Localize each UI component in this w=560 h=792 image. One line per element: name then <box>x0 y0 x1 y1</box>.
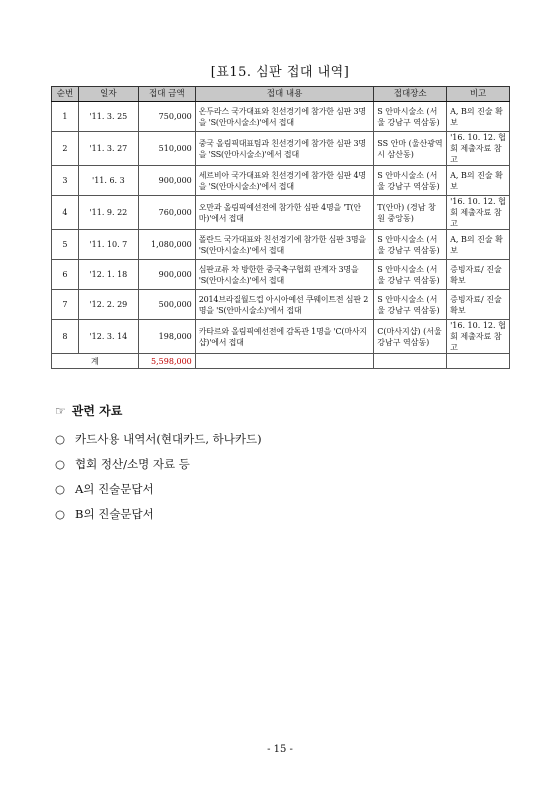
cell-place: SS 안마 (울산광역시 삼산동) <box>374 132 447 166</box>
cell-note: A, B의 진술 확보 <box>447 230 510 260</box>
list-item-text: B의 진술문답서 <box>75 507 154 521</box>
cell-no: 6 <box>52 260 79 290</box>
cell-date: '12. 1. 18 <box>78 260 138 290</box>
cell-amount: 198,000 <box>138 320 195 354</box>
cell-amount: 760,000 <box>138 196 195 230</box>
cell-content: 오만과 올림픽예선전에 참가한 심판 4명을 'T(안마)'에서 접대 <box>195 196 374 230</box>
cell-place: T(안마) (경남 창원 중앙동) <box>374 196 447 230</box>
cell-no: 1 <box>52 102 79 132</box>
table-header-row <box>52 87 510 102</box>
cell-place: S 안마시술소 (서울 강남구 역삼동) <box>374 230 447 260</box>
cell-date: '11. 3. 27 <box>78 132 138 166</box>
reference-list <box>55 430 262 530</box>
cell-place: S 안마시술소 (서울 강남구 역삼동) <box>374 260 447 290</box>
page-number: - 15 - <box>267 744 293 755</box>
header-place: 접대장소 <box>374 87 447 102</box>
cell-note: '16. 10. 12. 협회 제출자료 참고 <box>447 132 510 166</box>
circle-bullet-icon: ○ <box>55 507 66 521</box>
list-item <box>55 480 262 505</box>
header-content: 접대 내용 <box>195 87 374 102</box>
cell-date: '11. 10. 7 <box>78 230 138 260</box>
cell-amount: 900,000 <box>138 166 195 196</box>
cell-note: A, B의 진술 확보 <box>447 102 510 132</box>
cell-amount: 500,000 <box>138 290 195 320</box>
cell-place: S 안마시술소 (서울 강남구 역삼동) <box>374 102 447 132</box>
header-date: 일자 <box>78 87 138 102</box>
cell-content: 세르비아 국가대표와 친선경기에 참가한 심판 4명을 'S(안마시술소)'에서 접대 <box>195 166 374 196</box>
cell-note: 증빙자료/ 진술 확보 <box>447 260 510 290</box>
cell-no: 5 <box>52 230 79 260</box>
list-item <box>55 430 262 455</box>
circle-bullet-icon: ○ <box>55 482 66 496</box>
cell-note: '16. 10. 12. 협회 제출자료 참고 <box>447 320 510 354</box>
total-label: 계 <box>52 354 139 369</box>
table-row <box>52 230 510 260</box>
table-row <box>52 132 510 166</box>
cell-place: S 안마시술소 (서울 강남구 역삼동) <box>374 166 447 196</box>
cell-no: 3 <box>52 166 79 196</box>
cell-content: 심판교류 차 방한한 중국축구협회 관계자 3명을 'S(안마시술소)'에서 접대 <box>195 260 374 290</box>
table-title: [표15. 심판 접대 내역] <box>210 65 350 80</box>
cell-content: 중국 올림픽대표팀과 친선경기에 참가한 심판 3명을 'SS(안마시술소)'에서 접대 <box>195 132 374 166</box>
cell-no: 8 <box>52 320 79 354</box>
cell-note: A, B의 진술 확보 <box>447 166 510 196</box>
cell-amount: 900,000 <box>138 260 195 290</box>
cell-note: 증빙자료/ 진술 확보 <box>447 290 510 320</box>
total-empty-cell <box>374 354 447 369</box>
cell-amount: 510,000 <box>138 132 195 166</box>
cell-content: 폴란드 국가대표와 친선경기에 참가한 심판 3명을 'S(안마시술소)'에서 접대 <box>195 230 374 260</box>
cell-place: S 안마시술소 (서울 강남구 역삼동) <box>374 290 447 320</box>
section-title: 관련 자료 <box>71 404 123 418</box>
list-item <box>55 455 262 480</box>
total-empty-cell <box>447 354 510 369</box>
table-row <box>52 260 510 290</box>
cell-amount: 750,000 <box>138 102 195 132</box>
cell-content: 2014브라질월드컵 아시아예선 쿠웨이트전 심판 2명을 'S(안마시술소)'에서 접대 <box>195 290 374 320</box>
cell-amount: 1,080,000 <box>138 230 195 260</box>
header-amount: 접대 금액 <box>138 87 195 102</box>
cell-no: 7 <box>52 290 79 320</box>
circle-bullet-icon: ○ <box>55 432 66 446</box>
entertainment-table <box>51 86 510 369</box>
cell-note: '16. 10. 12. 협회 제출자료 참고 <box>447 196 510 230</box>
cell-date: '12. 2. 29 <box>78 290 138 320</box>
total-row <box>52 354 510 369</box>
total-amount: 5,598,000 <box>138 354 195 369</box>
table-row <box>52 290 510 320</box>
cell-place: C(마사지샵) (서울 강남구 역삼동) <box>374 320 447 354</box>
table-row <box>52 320 510 354</box>
table-row <box>52 196 510 230</box>
list-item <box>55 505 262 530</box>
circle-bullet-icon: ○ <box>55 457 66 471</box>
cell-content: 온두라스 국가대표와 친선경기에 참가한 심판 3명을 'S(안마시술소)'에서 접대 <box>195 102 374 132</box>
cell-date: '11. 3. 25 <box>78 102 138 132</box>
table-row <box>52 166 510 196</box>
cell-content: 카타르와 올림픽예선전에 감독관 1명을 'C(마사지샵)'에서 접대 <box>195 320 374 354</box>
cell-date: '12. 3. 14 <box>78 320 138 354</box>
cell-date: '11. 9. 22 <box>78 196 138 230</box>
table-row <box>52 102 510 132</box>
cell-date: '11. 6. 3 <box>78 166 138 196</box>
header-note: 비고 <box>447 87 510 102</box>
list-item-text: A의 진술문답서 <box>75 482 154 496</box>
cell-no: 4 <box>52 196 79 230</box>
pointing-hand-icon: ☞ <box>55 404 66 418</box>
header-no: 순번 <box>52 87 79 102</box>
list-item-text: 협회 정산/소명 자료 등 <box>75 457 190 471</box>
list-item-text: 카드사용 내역서(현대카드, 하나카드) <box>75 432 262 446</box>
section-heading <box>55 402 122 419</box>
total-empty-cell <box>195 354 374 369</box>
cell-no: 2 <box>52 132 79 166</box>
